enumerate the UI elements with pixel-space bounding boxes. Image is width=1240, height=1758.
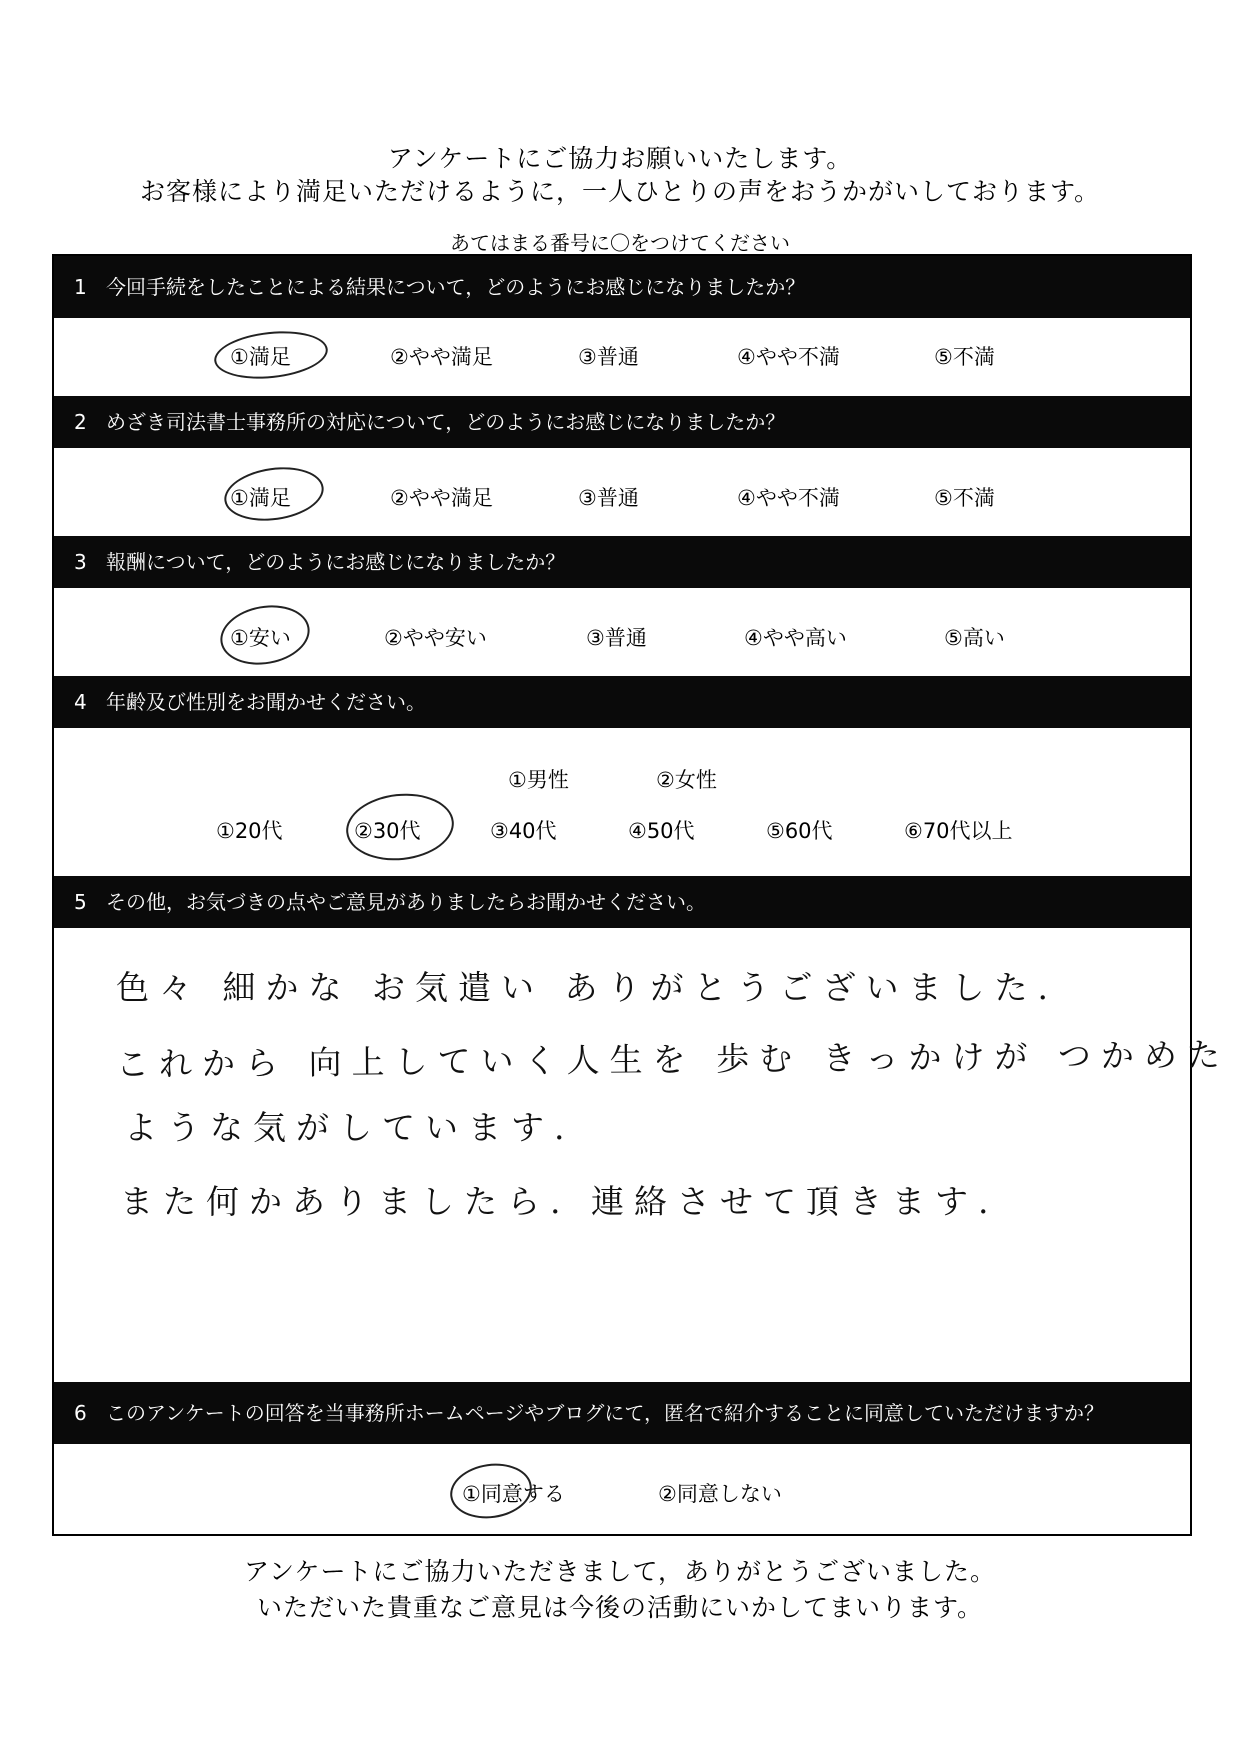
intro-line-1: アンケートにご協力お願いいたします。 <box>387 144 853 173</box>
q4-age-option-1[interactable]: ①20代 <box>216 819 283 843</box>
q3-option-5[interactable]: ⑤高い <box>944 626 1005 650</box>
q1-option-1[interactable]: ①満足 <box>230 345 291 369</box>
q4-gender-option-1[interactable]: ①男性 <box>508 768 569 792</box>
q1-option-4[interactable]: ④やや不満 <box>737 345 840 369</box>
question-1-header <box>54 256 1190 318</box>
q4-age-option-2[interactable]: ②30代 <box>354 819 421 843</box>
outro-line-1: アンケートにご協力いただきまして，ありがとうございました。 <box>243 1557 996 1586</box>
q2-option-5[interactable]: ⑤不満 <box>934 486 995 510</box>
handwritten-comment-line: これから 向上していく人生を 歩む きっかけが つかめた <box>115 1035 1231 1084</box>
question-number: 1 <box>74 275 87 299</box>
question-text: 報酬について，どのようにお感じになりましたか？ <box>106 550 566 574</box>
q4-age-option-6[interactable]: ⑥70代以上 <box>904 819 1013 843</box>
handwritten-comment-line: 色々 細かな お気遣い ありがとうございました. <box>116 968 1058 1007</box>
q4-age-option-4[interactable]: ④50代 <box>628 819 695 843</box>
q2-option-2[interactable]: ②やや満足 <box>390 486 493 510</box>
q3-option-1[interactable]: ①安い <box>230 626 291 650</box>
q2-option-4[interactable]: ④やや不満 <box>737 486 840 510</box>
question-number: 3 <box>74 550 87 574</box>
question-text: その他，お気づきの点やご意見がありましたらお聞かせください。 <box>106 890 706 914</box>
q3-option-3[interactable]: ③普通 <box>586 626 647 650</box>
outro-line-2: いただいた貴重なご意見は今後の活動にいかしてまいります。 <box>256 1593 983 1622</box>
question-3-header <box>54 536 1190 588</box>
question-number: 2 <box>74 410 87 434</box>
q1-option-3[interactable]: ③普通 <box>578 345 639 369</box>
q2-option-3[interactable]: ③普通 <box>578 486 639 510</box>
question-text: 今回手続をしたことによる結果について，どのようにお感じになりましたか？ <box>106 275 806 299</box>
question-5-header <box>54 876 1190 928</box>
question-number: 6 <box>74 1401 87 1425</box>
survey-form <box>52 254 1231 1536</box>
question-text: このアンケートの回答を当事務所ホームページやブログにて，匿名で紹介することに同意していただけますか？ <box>106 1401 1104 1425</box>
handwritten-comment-line: ような気がしています. <box>124 1108 575 1147</box>
q3-option-4[interactable]: ④やや高い <box>744 626 847 650</box>
question-text: めざき司法書士事務所の対応について，どのようにお感じになりましたか？ <box>106 410 786 434</box>
intro-line-2: お客様により満足いただけるように，一人ひとりの声をおうかがいしております。 <box>139 177 1100 206</box>
q1-option-2[interactable]: ②やや満足 <box>390 345 493 369</box>
q4-age-option-3[interactable]: ③40代 <box>490 819 557 843</box>
question-4-header <box>54 676 1190 728</box>
q1-option-5[interactable]: ⑤不満 <box>934 345 995 369</box>
question-text: 年齢及び性別をお聞かせください。 <box>106 690 426 714</box>
question-number: 4 <box>74 690 87 714</box>
q4-gender-option-2[interactable]: ②女性 <box>656 768 717 792</box>
q4-age-option-5[interactable]: ⑤60代 <box>766 819 833 843</box>
instruction-text: あてはまる番号に〇をつけてください <box>450 231 790 255</box>
question-2-header <box>54 396 1190 448</box>
q2-option-1[interactable]: ①満足 <box>230 486 291 510</box>
q6-option-1[interactable]: ①同意する <box>462 1482 565 1506</box>
question-6-header <box>54 1382 1190 1444</box>
handwritten-comment-line: また何かありましたら. 連絡させて頂きます. <box>120 1182 999 1221</box>
q6-option-2[interactable]: ②同意しない <box>658 1482 782 1506</box>
q3-option-2[interactable]: ②やや安い <box>384 626 487 650</box>
question-number: 5 <box>74 890 87 914</box>
